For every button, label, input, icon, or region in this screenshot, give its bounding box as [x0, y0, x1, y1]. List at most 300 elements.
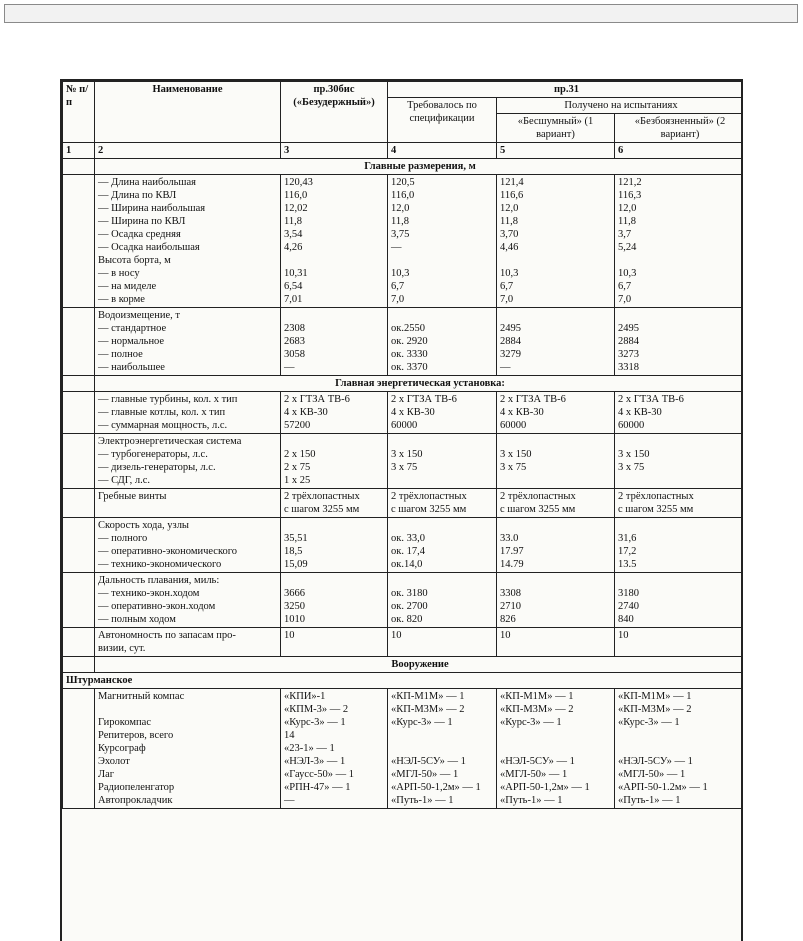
cell-line: ок. 820 — [391, 614, 423, 625]
cell-line: — — [391, 242, 402, 253]
cell-line: «НЭЛ-5СУ» — 1 — [618, 756, 693, 767]
cell-line: «НЭЛ-3» — 1 — [284, 756, 346, 767]
row-num-cell — [63, 657, 95, 673]
row-value-cell-c6 — [615, 489, 744, 518]
cell-line: — Длина наибольшая — [98, 177, 197, 188]
row-num-cell — [63, 434, 95, 489]
cell-line: 3058 — [284, 349, 305, 360]
row-value-cell-c5 — [497, 689, 615, 809]
cell-line: ок. 2700 — [391, 601, 428, 612]
cell-line — [500, 519, 611, 532]
cell-line — [500, 254, 611, 267]
cell-line: 2740 — [618, 601, 639, 612]
col-num-4: 4 — [388, 143, 497, 159]
row-value-cell-c4 — [388, 573, 497, 628]
row-value-cell-c4 — [388, 489, 497, 518]
section-navigation: Штурманское — [63, 673, 744, 689]
row-num-cell — [63, 518, 95, 573]
cell-line — [284, 574, 384, 587]
row-value-cell-c4 — [388, 518, 497, 573]
row-value-cell-c4 — [388, 628, 497, 657]
cell-line — [618, 474, 742, 487]
cell-line: «МГЛ-50» — 1 — [500, 769, 568, 780]
cell-line: 60000 — [500, 420, 527, 431]
cell-line: с шагом 3255 мм — [391, 504, 467, 515]
cell-line: — полным ходом — [98, 614, 176, 625]
row-value-cell-c5 — [497, 573, 615, 628]
cell-line — [284, 642, 384, 655]
cell-line: «Курс-3» — 1 — [618, 717, 680, 728]
cell-line: «НЭЛ-5СУ» — 1 — [500, 756, 575, 767]
row-num-cell — [63, 573, 95, 628]
section-row — [63, 376, 744, 392]
cell-line: 3 х 150 — [391, 449, 423, 460]
section-power-plant: Главная энергетическая установка: — [95, 376, 744, 392]
col-num-6: 6 — [615, 143, 744, 159]
cell-line: 4,26 — [284, 242, 303, 253]
row-value-cell-c3 — [281, 489, 388, 518]
cell-line: — оперативно-экон.ходом — [98, 601, 216, 612]
cell-line: — нормальное — [98, 336, 165, 347]
row-num-cell — [63, 308, 95, 376]
cell-line: 2683 — [284, 336, 305, 347]
row-value-cell-c4 — [388, 308, 497, 376]
cell-line: 116,6 — [500, 190, 524, 201]
section-row — [63, 657, 744, 673]
cell-line: ок. 3370 — [391, 362, 428, 373]
cell-line: — оперативно-экономического — [98, 546, 238, 557]
cell-line: 3 х 75 — [500, 462, 527, 473]
cell-line: 2 х ГТЗА ТВ-6 — [500, 394, 566, 405]
row-num-cell — [63, 489, 95, 518]
row-value-cell-c3 — [281, 573, 388, 628]
cell-line: 12,0 — [391, 203, 410, 214]
row-value-cell-c6 — [615, 175, 744, 308]
cell-line: 3180 — [618, 588, 639, 599]
cell-line: — — [284, 362, 295, 373]
row-value-cell-c5 — [497, 308, 615, 376]
cell-line: Радиопеленгатор — [98, 782, 175, 793]
row-value-cell-c3 — [281, 175, 388, 308]
cell-line: «Курс-3» — 1 — [500, 717, 562, 728]
cell-line: 2 трёхлопастных — [500, 491, 576, 502]
cell-line: Магнитный компас — [98, 691, 185, 702]
cell-line: 2884 — [618, 336, 639, 347]
cell-line: 826 — [500, 614, 516, 625]
row-value-cell-c5 — [497, 175, 615, 308]
row-name-cell — [95, 392, 281, 434]
header-name: Наименование — [95, 82, 281, 143]
cell-line: 120,5 — [391, 177, 415, 188]
header-required: Требовалось по спецификации — [388, 98, 497, 143]
cell-line: Курсограф — [98, 743, 146, 754]
table-row — [63, 392, 744, 434]
cell-line: 6,7 — [618, 281, 632, 292]
specs-table — [62, 81, 743, 809]
cell-line: — главные турбины, кол. х тип — [98, 394, 238, 405]
cell-line: визии, сут. — [98, 643, 146, 654]
row-name-cell — [95, 434, 281, 489]
cell-line: 2710 — [500, 601, 521, 612]
header-p31: пр.31 — [388, 82, 744, 98]
cell-line: — технико-экон.ходом — [98, 588, 200, 599]
cell-line: 2 х 150 — [284, 449, 316, 460]
cell-line: «КП-М3М» — 2 — [618, 704, 692, 715]
cell-line — [391, 729, 493, 742]
cell-line — [98, 703, 277, 716]
cell-line: 3666 — [284, 588, 305, 599]
cell-line: «МГЛ-50» — 1 — [391, 769, 459, 780]
cell-line: — СДГ, л.с. — [98, 475, 151, 486]
cell-line: 4 х КВ-30 — [500, 407, 544, 418]
section-main-dimensions: Главные размерения, м — [95, 159, 744, 175]
cell-line: 17,2 — [618, 546, 637, 557]
cell-line — [284, 435, 384, 448]
cell-line — [618, 742, 742, 755]
row-name-cell — [95, 175, 281, 308]
cell-line: — турбогенераторы, л.с. — [98, 449, 208, 460]
cell-line: Электроэнергетическая система — [98, 436, 242, 447]
cell-line — [618, 642, 742, 655]
cell-line: 3 х 150 — [500, 449, 532, 460]
cell-line — [391, 642, 493, 655]
cell-line: 12,0 — [500, 203, 519, 214]
row-value-cell-c3 — [281, 628, 388, 657]
row-value-cell-c5 — [497, 392, 615, 434]
cell-line: «Путь-1» — 1 — [391, 795, 454, 806]
row-num-cell — [63, 628, 95, 657]
cell-line: 7,0 — [391, 294, 405, 305]
header-no: № п/п — [63, 82, 95, 143]
cell-line: 11,8 — [618, 216, 636, 227]
row-name-cell — [95, 518, 281, 573]
cell-line — [391, 309, 493, 322]
row-num-cell — [63, 175, 95, 308]
cell-line: 2 х 75 — [284, 462, 311, 473]
cell-line: 14.79 — [500, 559, 524, 570]
cell-line: — технико-экономического — [98, 559, 222, 570]
cell-line — [500, 574, 611, 587]
section-armament: Вооружение — [95, 657, 744, 673]
cell-line: «КП-М3М» — 2 — [500, 704, 574, 715]
row-value-cell-c4 — [388, 175, 497, 308]
cell-line: 10 — [391, 630, 402, 641]
row-value-cell-c6 — [615, 628, 744, 657]
cell-line: 4 х КВ-30 — [618, 407, 662, 418]
cell-line: 3308 — [500, 588, 521, 599]
col-num-1: 1 — [63, 143, 95, 159]
cell-line — [500, 474, 611, 487]
cell-line: — Осадка наибольшая — [98, 242, 200, 253]
top-bar — [4, 4, 798, 23]
cell-line: 12,02 — [284, 203, 308, 214]
cell-line: — в носу — [98, 268, 140, 279]
cell-line: «АРП-50-1,2м» — 1 — [391, 782, 481, 793]
cell-line: «Гаусс-50» — 1 — [284, 769, 355, 780]
row-name-cell — [95, 308, 281, 376]
section-row — [63, 673, 744, 689]
row-value-cell-c4 — [388, 689, 497, 809]
cell-line: 3,70 — [500, 229, 519, 240]
cell-line: 35,51 — [284, 533, 308, 544]
cell-line — [284, 519, 384, 532]
cell-line: 3250 — [284, 601, 305, 612]
table-row — [63, 628, 744, 657]
cell-line: 10,3 — [391, 268, 410, 279]
cell-line: 7,01 — [284, 294, 303, 305]
table-row — [63, 489, 744, 518]
cell-line: «НЭЛ-5СУ» — 1 — [391, 756, 466, 767]
cell-line — [618, 519, 742, 532]
cell-line: 2 х ГТЗА ТВ-6 — [284, 394, 350, 405]
cell-line: 60000 — [618, 420, 645, 431]
cell-line: Скорость хода, узлы — [98, 520, 189, 531]
table-row — [63, 175, 744, 308]
cell-line: ок. 3180 — [391, 588, 428, 599]
cell-line: Репитеров, всего — [98, 730, 174, 741]
cell-line: 3 х 75 — [618, 462, 645, 473]
cell-line: 11,8 — [500, 216, 518, 227]
cell-line: Гирокомпас — [98, 717, 151, 728]
cell-line: 3273 — [618, 349, 639, 360]
cell-line: Гребные винты — [98, 491, 167, 502]
cell-line — [618, 254, 742, 267]
cell-line: 18,5 — [284, 546, 303, 557]
cell-line: 2 х ГТЗА ТВ-6 — [618, 394, 684, 405]
cell-line: 116,0 — [391, 190, 415, 201]
cell-line — [500, 309, 611, 322]
cell-line: 2 трёхлопастных — [618, 491, 694, 502]
cell-line: — — [500, 362, 511, 373]
cell-line: 31,6 — [618, 533, 637, 544]
cell-line: «КП-М3М» — 2 — [391, 704, 465, 715]
table-row — [63, 689, 744, 809]
cell-line: 121,4 — [500, 177, 524, 188]
cell-line: — наибольшее — [98, 362, 165, 373]
row-value-cell-c4 — [388, 392, 497, 434]
cell-line: — Ширина по КВЛ — [98, 216, 186, 227]
row-value-cell-c3 — [281, 434, 388, 489]
cell-line — [391, 519, 493, 532]
cell-line: 6,7 — [500, 281, 514, 292]
cell-line: Дальность плавания, миль: — [98, 575, 220, 586]
row-value-cell-c5 — [497, 489, 615, 518]
row-value-cell-c3 — [281, 689, 388, 809]
cell-line: 57200 — [284, 420, 311, 431]
cell-line: 10 — [500, 630, 511, 641]
row-value-cell-c5 — [497, 628, 615, 657]
row-value-cell-c6 — [615, 434, 744, 489]
cell-line: 10 — [284, 630, 295, 641]
cell-line: 11,8 — [391, 216, 409, 227]
row-name-cell — [95, 628, 281, 657]
table-row — [63, 518, 744, 573]
cell-line: — дизель-генераторы, л.с. — [98, 462, 216, 473]
table-row — [63, 434, 744, 489]
cell-line: 2495 — [500, 323, 521, 334]
table-row — [63, 308, 744, 376]
cell-line: 13.5 — [618, 559, 637, 570]
cell-line: 3 х 75 — [391, 462, 418, 473]
row-value-cell-c3 — [281, 308, 388, 376]
cell-line: 2308 — [284, 323, 305, 334]
cell-line: — стандартное — [98, 323, 167, 334]
cell-line: с шагом 3255 мм — [500, 504, 576, 515]
cell-line: — — [284, 795, 295, 806]
cell-line — [391, 474, 493, 487]
header-variant-1: «Бесшумный» (1 вариант) — [497, 114, 615, 143]
cell-line: 5,24 — [618, 242, 637, 253]
cell-line: ок. 17,4 — [391, 546, 425, 557]
col-num-2: 2 — [95, 143, 281, 159]
cell-line: 116,0 — [284, 190, 308, 201]
cell-line: 7,0 — [500, 294, 514, 305]
row-num-cell — [63, 392, 95, 434]
cell-line: 3279 — [500, 349, 521, 360]
cell-line: 11,8 — [284, 216, 302, 227]
cell-line: ок. 33,0 — [391, 533, 425, 544]
cell-line: 10 — [618, 630, 629, 641]
header-obtained: Получено на испытаниях — [497, 98, 744, 114]
cell-line: 60000 — [391, 420, 418, 431]
cell-line: «Путь-1» — 1 — [618, 795, 681, 806]
cell-line: Эхолот — [98, 756, 130, 767]
cell-line — [284, 254, 384, 267]
cell-line — [391, 574, 493, 587]
cell-line: 2 трёхлопастных — [284, 491, 360, 502]
cell-line: Автопрокладчик — [98, 795, 173, 806]
cell-line: 2495 — [618, 323, 639, 334]
row-value-cell-c5 — [497, 434, 615, 489]
row-value-cell-c4 — [388, 434, 497, 489]
row-value-cell-c6 — [615, 689, 744, 809]
cell-line — [391, 435, 493, 448]
header-p30: пр.30бис («Безудержный») — [281, 82, 388, 143]
cell-line: 3,75 — [391, 229, 410, 240]
cell-line — [500, 642, 611, 655]
cell-line: 6,54 — [284, 281, 303, 292]
col-num-3: 3 — [281, 143, 388, 159]
cell-line: «АРП-50-1,2м» — 1 — [500, 782, 590, 793]
row-name-cell — [95, 489, 281, 518]
cell-line — [391, 742, 493, 755]
cell-line: ок.2550 — [391, 323, 425, 334]
cell-line: ок. 3330 — [391, 349, 428, 360]
cell-line: 116,3 — [618, 190, 642, 201]
cell-line: 840 — [618, 614, 634, 625]
cell-line: «КПИ»-1 — [284, 691, 326, 702]
cell-line: 2 х ГТЗА ТВ-6 — [391, 394, 457, 405]
cell-line: — Ширина наибольшая — [98, 203, 206, 214]
row-value-cell-c3 — [281, 392, 388, 434]
cell-line: с шагом 3255 мм — [618, 504, 694, 515]
cell-line: 1 х 25 — [284, 475, 311, 486]
cell-line — [284, 309, 384, 322]
header-variant-2: «Безбоязненный» (2 вариант) — [615, 114, 744, 143]
cell-line: «Путь-1» — 1 — [500, 795, 563, 806]
row-num-cell — [63, 376, 95, 392]
cell-line: 120,43 — [284, 177, 313, 188]
cell-line: 4,46 — [500, 242, 519, 253]
cell-line: 2884 — [500, 336, 521, 347]
cell-line — [618, 574, 742, 587]
table-row — [63, 573, 744, 628]
cell-line: Лаг — [98, 769, 115, 780]
row-value-cell-c3 — [281, 518, 388, 573]
cell-line — [391, 254, 493, 267]
cell-line: — главные котлы, кол. х тип — [98, 407, 226, 418]
cell-line: — полное — [98, 349, 143, 360]
cell-line: «РПН-47» — 1 — [284, 782, 351, 793]
cell-line: 10,31 — [284, 268, 308, 279]
cell-line — [618, 729, 742, 742]
row-value-cell-c6 — [615, 573, 744, 628]
cell-line: 1010 — [284, 614, 305, 625]
cell-line: — суммарная мощность, л.с. — [98, 420, 228, 431]
cell-line: 10,3 — [618, 268, 637, 279]
cell-line: — Осадка средняя — [98, 229, 181, 240]
cell-line: «23-1» — 1 — [284, 743, 335, 754]
cell-line: «КПМ-3» — 2 — [284, 704, 349, 715]
cell-line: 4 х КВ-30 — [391, 407, 435, 418]
cell-line — [500, 729, 611, 742]
cell-line: 3,7 — [618, 229, 632, 240]
cell-line: «КП-М1М» — 1 — [500, 691, 574, 702]
cell-line: 12,0 — [618, 203, 637, 214]
row-value-cell-c5 — [497, 518, 615, 573]
cell-line: 121,2 — [618, 177, 642, 188]
cell-line — [618, 309, 742, 322]
cell-line: 4 х КВ-30 — [284, 407, 328, 418]
cell-line: «АРП-50-1.2м» — 1 — [618, 782, 708, 793]
cell-line: «МГЛ-50» — 1 — [618, 769, 686, 780]
cell-line: 3 х 150 — [618, 449, 650, 460]
row-value-cell-c6 — [615, 308, 744, 376]
cell-line: 17.97 — [500, 546, 524, 557]
cell-line: 6,7 — [391, 281, 405, 292]
cell-line: «КП-М1М» — 1 — [618, 691, 692, 702]
cell-line: — на миделе — [98, 281, 157, 292]
cell-line: 14 — [284, 730, 295, 741]
row-name-cell — [95, 689, 281, 809]
cell-line: 3,54 — [284, 229, 303, 240]
cell-line: — в корме — [98, 294, 145, 305]
cell-line: 7,0 — [618, 294, 632, 305]
row-name-cell — [95, 573, 281, 628]
col-num-5: 5 — [497, 143, 615, 159]
cell-line: «Курс-3» — 1 — [284, 717, 346, 728]
row-value-cell-c6 — [615, 518, 744, 573]
cell-line: Автономность по запасам про- — [98, 630, 236, 641]
scanned-table-image — [60, 79, 743, 941]
cell-line: — Длина по КВЛ — [98, 190, 177, 201]
cell-line: ок. 2920 — [391, 336, 428, 347]
cell-line: 10,3 — [500, 268, 519, 279]
cell-line: 3318 — [618, 362, 639, 373]
cell-line — [500, 742, 611, 755]
cell-line: — полного — [98, 533, 148, 544]
cell-line: 33.0 — [500, 533, 519, 544]
cell-line: Высота борта, м — [98, 255, 171, 266]
cell-line: с шагом 3255 мм — [284, 504, 360, 515]
row-num-cell — [63, 689, 95, 809]
cell-line: ок.14,0 — [391, 559, 423, 570]
cell-line: Водоизмещение, т — [98, 310, 180, 321]
cell-line — [618, 435, 742, 448]
cell-line: 15,09 — [284, 559, 308, 570]
cell-line: «КП-М1М» — 1 — [391, 691, 465, 702]
cell-line: 2 трёхлопастных — [391, 491, 467, 502]
